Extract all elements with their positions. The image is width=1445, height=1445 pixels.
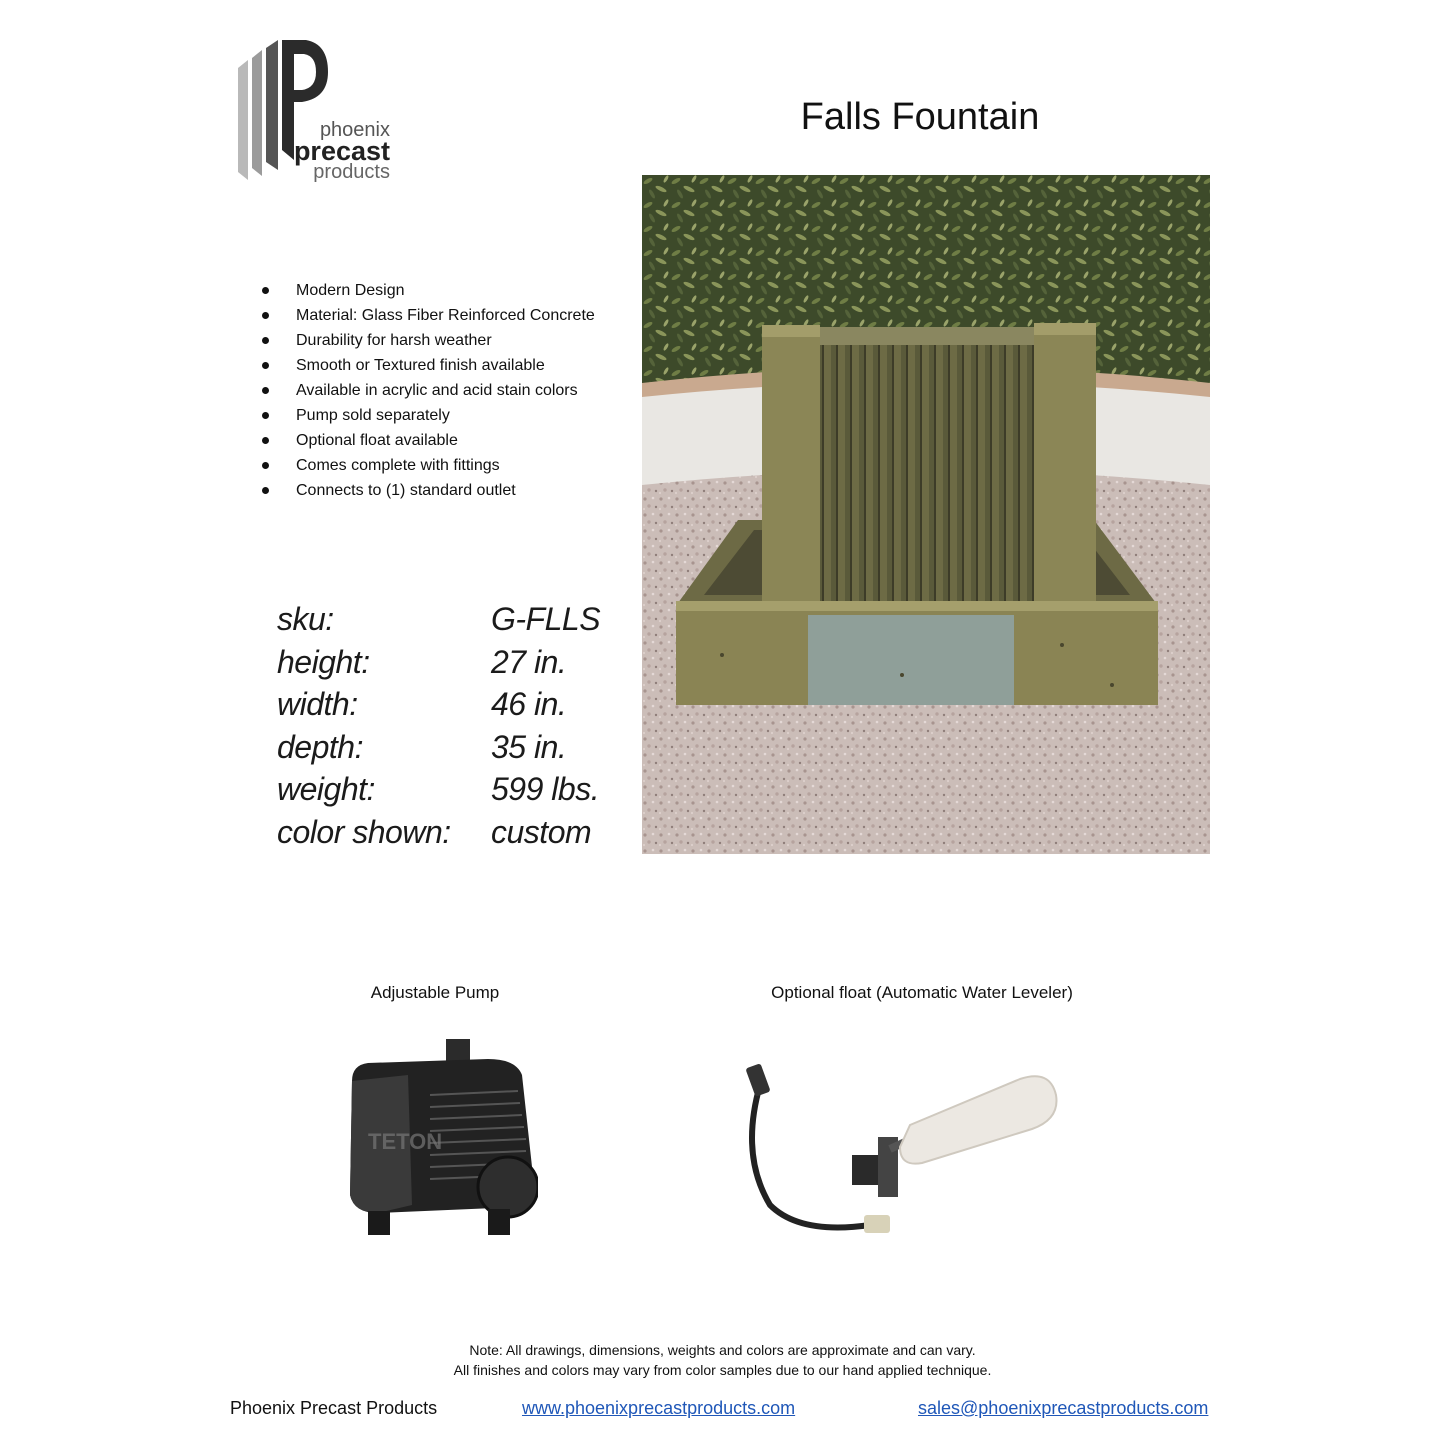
feature-text: Pump sold separately — [296, 407, 450, 424]
feature-text: Modern Design — [296, 282, 405, 299]
spec-label: width: — [277, 686, 358, 723]
logo-word-products: products — [313, 161, 390, 183]
footer-company: Phoenix Precast Products — [230, 1398, 438, 1418]
feature-text: Smooth or Textured finish available — [296, 357, 545, 374]
spec-row-height — [277, 641, 617, 684]
logo-word-phoenix: phoenix — [319, 119, 390, 141]
pump-image — [338, 1035, 538, 1245]
bullet-icon — [262, 412, 269, 419]
spec-value: 46 in. — [491, 686, 567, 723]
feature-list — [262, 278, 632, 503]
feature-text: Available in acrylic and acid stain colors — [296, 382, 578, 399]
float-caption: Optional float (Automatic Water Leveler) — [771, 983, 1073, 1002]
logo-word-precast: precast — [293, 136, 390, 166]
spec-value: custom — [491, 813, 592, 850]
feature-text: Optional float available — [296, 432, 458, 449]
feature-text: Comes complete with fittings — [296, 457, 500, 474]
feature-item — [262, 303, 632, 328]
page-title: Falls Fountain — [800, 96, 1040, 138]
feature-item — [262, 378, 632, 403]
bullet-icon — [262, 312, 269, 319]
spec-row-sku — [277, 598, 617, 641]
spec-table — [277, 598, 617, 854]
spec-row-depth — [277, 726, 617, 769]
bullet-icon — [262, 337, 269, 344]
fountain-photo — [642, 175, 1210, 854]
float-valve-icon — [740, 1055, 1060, 1245]
spec-value: G-FLLS — [491, 601, 601, 637]
footer-email-link[interactable]: sales@phoenixprecastproducts.com — [918, 1398, 1209, 1418]
spec-label: sku: — [277, 601, 334, 637]
disclaimer-note — [300, 1340, 1145, 1380]
bullet-icon — [262, 287, 269, 294]
spec-row-color — [277, 811, 617, 854]
feature-text: Connects to (1) standard outlet — [296, 482, 516, 499]
feature-item — [262, 453, 632, 478]
feature-text: Durability for harsh weather — [296, 332, 492, 349]
bullet-icon — [262, 462, 269, 469]
company-logo — [236, 38, 396, 186]
pump-watermark: TETON — [368, 1129, 443, 1154]
spec-value: 599 lbs. — [491, 771, 600, 808]
note-line-2: All finishes and colors may vary from color samples due to our hand applied technique. — [453, 1362, 992, 1378]
feature-item — [262, 328, 632, 353]
spec-row-width — [277, 683, 617, 726]
fountain-illustration — [642, 175, 1210, 854]
feature-item — [262, 478, 632, 503]
bullet-icon — [262, 487, 269, 494]
note-line-1: Note: All drawings, dimensions, weights and colors are approximate and can vary. — [469, 1342, 976, 1358]
feature-item — [262, 403, 632, 428]
feature-item — [262, 428, 632, 453]
spec-label: depth: — [277, 728, 363, 765]
spec-label: weight: — [277, 771, 375, 808]
spec-value: 35 in. — [491, 728, 567, 765]
spec-row-weight — [277, 768, 617, 811]
bullet-icon — [262, 387, 269, 394]
float-image — [740, 1055, 1060, 1245]
pump-icon — [338, 1035, 538, 1245]
footer-website-link[interactable]: www.phoenixprecastproducts.com — [522, 1398, 796, 1418]
feature-item — [262, 353, 632, 378]
spec-value: 27 in. — [491, 643, 567, 680]
bullet-icon — [262, 362, 269, 369]
spec-label: height: — [277, 643, 370, 680]
feature-item — [262, 278, 632, 303]
feature-text: Material: Glass Fiber Reinforced Concrete — [296, 307, 595, 324]
pump-caption: Adjustable Pump — [370, 983, 500, 1002]
bullet-icon — [262, 437, 269, 444]
spec-label: color shown: — [277, 813, 451, 850]
